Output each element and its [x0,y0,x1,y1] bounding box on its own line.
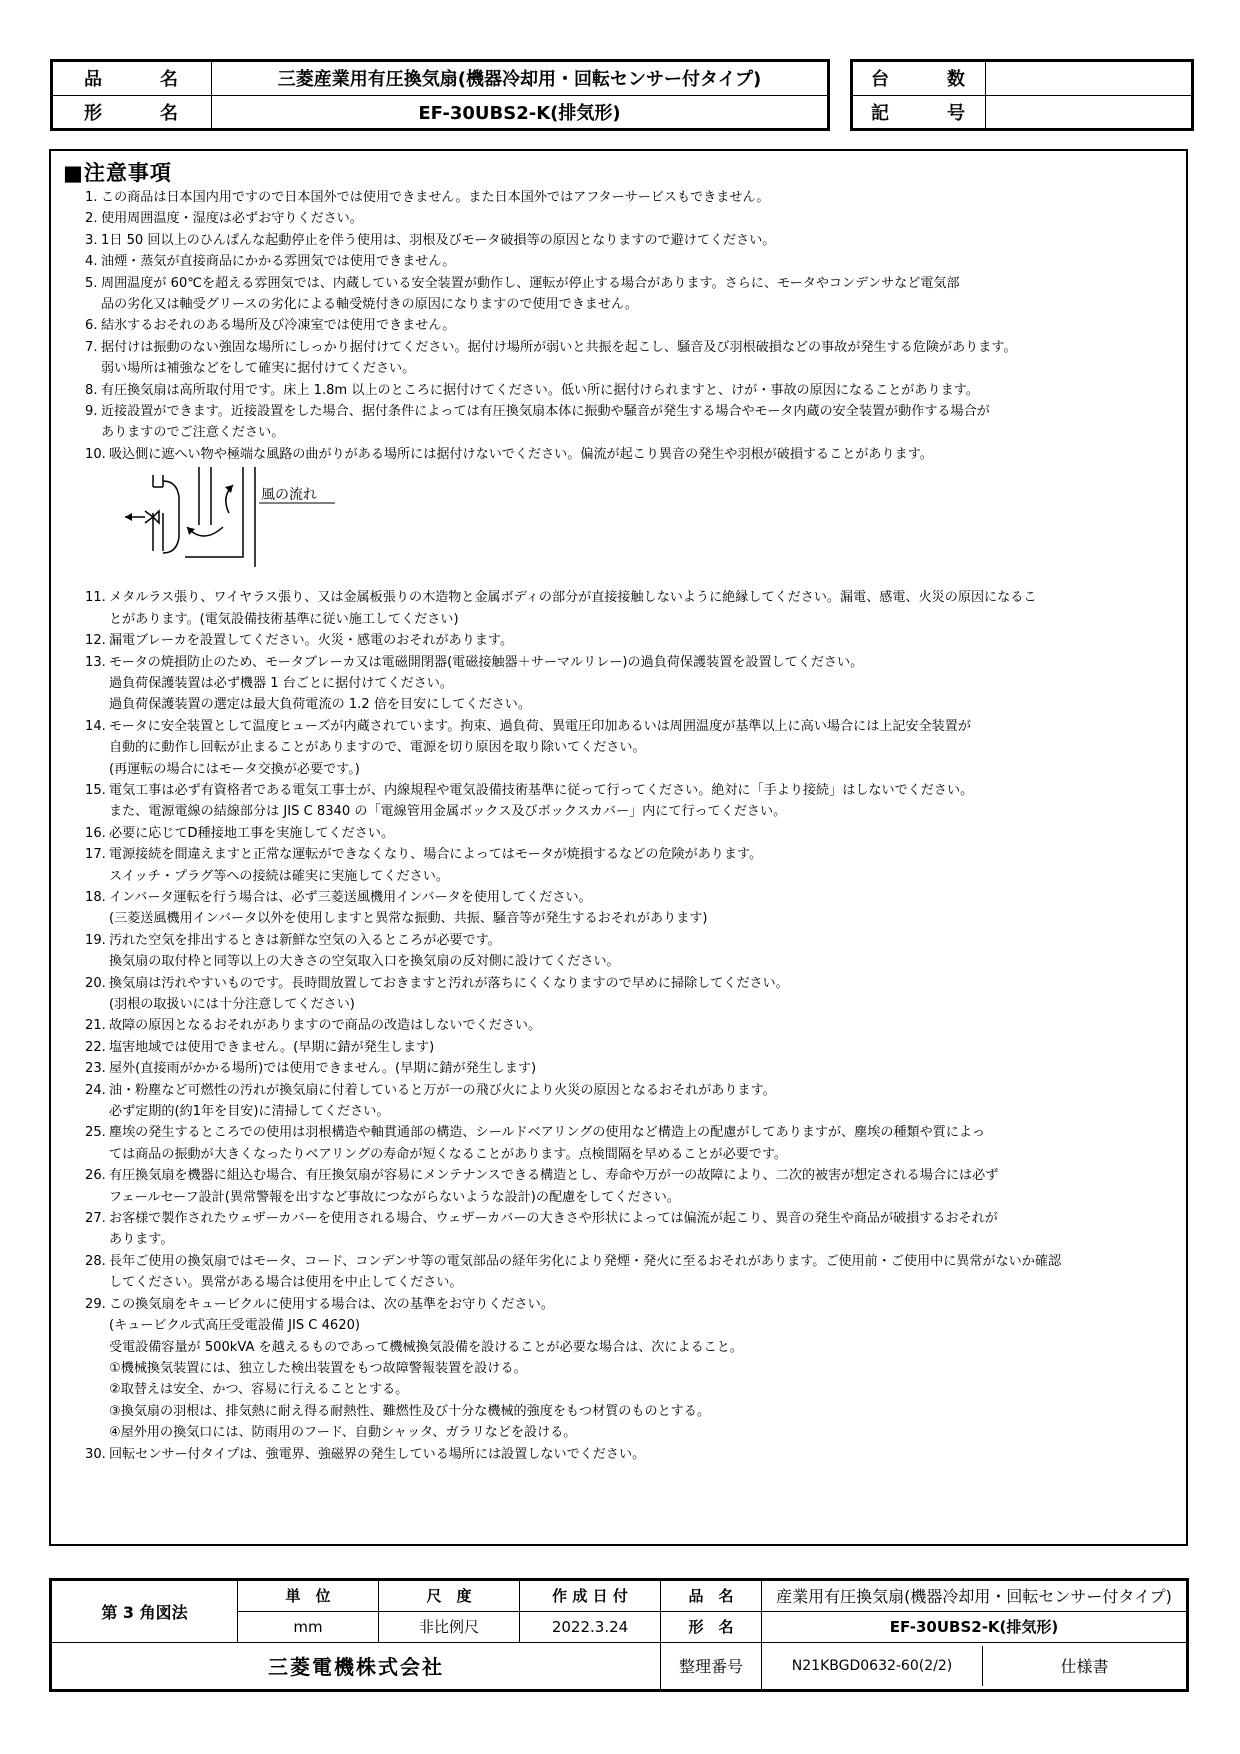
precaution-number: 3. [85,232,98,248]
precaution-number: 5. [85,275,98,291]
precaution-line: メタルラス張り、ワイヤラス張り、又は金属板張りの木造物と金属ボディの部分が直接接触しないように絶縁してください。漏電、感電、火災の原因になるこ [109,590,1037,606]
precaution-line: また、電源電線の結線部分は JIS C 8340 の「電線管用金属ボックス及びボックスカバー」内にて行ってください。 [109,804,787,820]
precaution-number: 25. [85,1125,106,1141]
precaution-item [85,780,1175,823]
precaution-line: 1日 50 回以上のひんぱんな起動停止を伴う使用は、羽根及びモータ破損等の原因となりますので避けてください。 [101,232,776,248]
precaution-item [85,444,1175,465]
precaution-item [85,337,1175,380]
precaution-line: (三菱送風機用インバータ以外を使用しますと異常な振動、共振、騒音等が発生するおそれがあります) [109,911,708,927]
precaution-number: 13. [85,654,106,670]
model-value-footer: EF-30UBS2-K(排気形) [762,1611,1187,1642]
precaution-number: 1. [85,190,98,205]
doc-number-value: N21KBGD0632-60(2/2) [762,1646,983,1686]
quantity-symbol-table [852,61,1192,129]
precaution-line: あります。 [109,1232,174,1248]
precaution-number: 6. [85,318,98,334]
precaution-number: 23. [85,1061,106,1077]
precaution-number: 16. [85,825,106,841]
precaution-line: (羽根の取扱いには十分注意してください) [109,997,355,1012]
precaution-line: 塩害地域では使用できません。(早期に錆が発生します) [109,1039,435,1055]
precaution-number: 20. [85,975,106,991]
precaution-line: 回転センサー付タイプは、強電界、強磁界の発生している場所には設置しないでください。 [109,1446,646,1462]
footer-table [51,1580,1187,1690]
title-block-header [50,59,1190,129]
model-label: 形 名 [53,95,212,129]
precaution-number: 2. [85,211,98,227]
precaution-item [85,251,1175,272]
precaution-line: 吸込側に遮へい物や極端な風路の曲がりがある場所には据付けないでください。偏流が起こり異音の発生や羽根が破損することがあります。 [109,446,933,462]
quantity-label: 台 数 [853,62,986,96]
product-info-box [50,59,830,131]
precaution-number: 26. [85,1168,106,1184]
doc-type: 仕様書 [1060,1657,1109,1677]
precaution-item [85,1251,1175,1294]
precautions-section [49,149,1188,1546]
precaution-item [85,315,1175,336]
precaution-line: インバータ運転を行う場合は、必ず三菱送風機用インバータを使用してください。 [109,889,592,905]
precaution-item [85,401,1175,444]
name-label: 品 名 [661,1581,762,1612]
precaution-line: この商品は日本国内用ですので日本国外では使用できません。また日本国外ではアフターサービスもできません。 [101,190,770,205]
precaution-line: スイッチ・プラグ等への接続は確実に実施してください。 [109,868,449,884]
precautions-title: ■注意事項 [63,161,172,185]
product-info-table [52,61,828,129]
precaution-line: とがあります。(電気設備技術基準に従い施工してください) [109,611,459,627]
date-label: 作 成 日 付 [520,1581,661,1612]
precaution-line: フェールセーフ設計(異常警報を出すなど事故につながらないような設計)の配慮をしてください。 [109,1189,680,1205]
precaution-item [85,973,1175,1016]
precaution-line: 品の劣化又は軸受グリースの劣化による軸受焼付きの原因になりますので使用できません。 [101,297,638,313]
precaution-line: してください。異常がある場合は使用を中止してください。 [109,1275,463,1291]
precaution-line: 周囲温度が 60℃を超える雰囲気では、内蔵している安全装置が動作し、運転が停止する場合があります。さらに、モータやコンデンサなど電気部 [101,275,960,291]
precaution-item [85,630,1175,651]
precaution-number: 29. [85,1296,106,1312]
precaution-number: 7. [85,339,98,355]
precaution-item [85,716,1175,780]
precaution-number: 24. [85,1082,106,1098]
precaution-number: 17. [85,847,106,863]
precaution-line: 換気扇の取付枠と同等以上の大きさの空気取入口を換気扇の反対側に設けてください。 [109,954,620,970]
precaution-number: 9. [85,404,98,420]
airflow-label: 風の流れ [261,487,317,504]
precaution-number: 27. [85,1211,106,1227]
precaution-line: 長年ご使用の換気扇ではモータ、コード、コンデンサ等の電気部品の経年劣化により発煙・発火に至るおそれがあります。ご使用前・ご使用中に異常がないか確認 [109,1253,1062,1269]
precaution-line: ①機械換気装置には、独立した検出装置をもつ故障警報装置を設ける。 [109,1360,527,1376]
projection-method: 第 3 角図法 [52,1581,238,1643]
precaution-number: 11. [85,590,106,606]
precaution-item [85,208,1175,229]
precaution-item [85,887,1175,930]
precaution-line: ありますのでご注意ください。 [101,425,285,441]
precaution-item [85,1294,1175,1444]
precaution-line: 必要に応じてD種接地工事を実施してください。 [109,825,395,841]
unit-label: 単 位 [238,1581,379,1612]
precaution-line: 塵埃の発生するところでの使用は羽根構造や軸貫通部の構造、シールドベアリングの使用など構造上の配慮がしてありますが、塵埃の種類や質によっ [109,1125,986,1141]
precautions-list [85,187,1175,1465]
precaution-line: ②取替えは安全、かつ、容易に行えることとする。 [109,1382,409,1398]
precaution-item [85,230,1175,251]
precaution-line: 故障の原因となるおそれがありますので商品の改造はしないでください。 [109,1018,542,1034]
precaution-item [85,823,1175,844]
symbol-value [986,95,1192,129]
title-block-footer [49,1578,1189,1692]
precaution-item [85,1208,1175,1251]
quantity-symbol-box [850,59,1194,131]
model-name: EF-30UBS2-K(排気形) [212,95,828,129]
precaution-item [85,1122,1175,1165]
precaution-line: 過負荷保護装置は必ず機器 1 台ごとに据付けてください。 [109,675,453,691]
precaution-line: 近接設置ができます。近接設置をした場合、据付条件によっては有圧換気扇本体に振動や騒音が発生する場合やモータ内蔵の安全装置が動作する場合が [101,404,990,420]
precaution-line: お客様で製作されたウェザーカバーを使用される場合、ウェザーカバーの大きさや形状によっては偏流が起こり、異音の発生や商品が破損するおそれが [109,1211,998,1227]
precaution-line: 電気工事は必ず有資格者である電気工事士が、内線規程や電気設備技術基準に従って行ってください。絶対に「手より接続」はしないでください。 [109,782,974,798]
precaution-line: ④屋外用の換気口には、防雨用のフード、自動シャッタ、ガラリなどを設ける。 [109,1425,577,1441]
precaution-line: 屋外(直接雨がかかる場所)では使用できません。(早期に錆が発生します) [109,1061,537,1077]
precaution-item [85,652,1175,716]
precaution-line: 汚れた空気を排出するときは新鮮な空気の入るところが必要です。 [109,932,501,948]
precaution-number: 12. [85,633,106,649]
name-value: 産業用有圧換気扇(機器冷却用・回転センサー付タイプ) [762,1581,1187,1612]
date-value: 2022.3.24 [520,1611,661,1642]
precaution-number: 15. [85,782,106,798]
precaution-line: モータに安全装置として温度ヒューズが内蔵されています。拘束、過負荷、異電圧印加あるいは周囲温度が基準以上に高い場合には上記安全装置が [109,718,971,734]
precaution-line: この換気扇をキュービクルに使用する場合は、次の基準をお守りください。 [109,1296,554,1312]
airflow-diagram-svg [125,467,385,585]
precaution-number: 8. [85,382,98,398]
precaution-line: 弱い場所は補強などをして確実に据付けてください。 [101,361,416,377]
scale-label: 尺 度 [379,1581,520,1612]
precaution-line: 自動的に動作し回転が止まることがありますので、電源を切り原因を取り除いてください。 [109,740,646,756]
precaution-item [85,1058,1175,1079]
precaution-item [85,1037,1175,1058]
precaution-item [85,1015,1175,1036]
precaution-item [85,273,1175,316]
precaution-line: 過負荷保護装置の選定は最大負荷電流の 1.2 倍を目安にしてください。 [109,697,531,713]
precaution-item [85,380,1175,401]
product-name: 三菱産業用有圧換気扇(機器冷却用・回転センサー付タイプ) [212,62,828,96]
precaution-line: ては商品の振動が大きくなったりベアリングの寿命が短くなることがあります。点検間隔を早めることが必要です。 [109,1146,787,1162]
precaution-item [85,587,1175,630]
precaution-number: 21. [85,1018,106,1034]
precaution-line: 電源接続を間違えますと正常な運転ができなくなり、場合によってはモータが焼損するなどの危険があります。 [109,847,763,863]
precaution-line: 受電設備容量が 500kVA を越えるものであって機械換気設備を設けることが必要な場合は、次によること。 [109,1339,743,1355]
company-name: 三菱電機株式会社 [52,1642,661,1689]
precaution-line: 有圧換気扇を機器に組込む場合、有圧換気扇が容易にメンテナンスできる構造とし、寿命や万が一の故障により、二次的被害が想定される場合には必ず [109,1168,999,1184]
precaution-line: モータの焼損防止のため、モータブレーカ又は電磁開閉器(電磁接触器＋サーマルリレー)の過負荷保護装置を設置してください。 [109,654,864,670]
scale-value: 非比例尺 [379,1611,520,1642]
precaution-number: 4. [85,254,98,270]
precaution-line: 換気扇は汚れやすいものです。長時間放置しておきますと汚れが落ちにくくなりますので早めに掃除してください。 [109,975,789,991]
precaution-line: 漏電ブレーカを設置してください。火災・感電のおそれがあります。 [109,633,514,649]
quantity-value [986,62,1192,96]
precaution-line: ③換気扇の羽根は、排気熱に耐え得る耐熱性、難燃性及び十分な機械的強度をもつ材質のものとする。 [109,1403,710,1419]
symbol-label: 記 号 [853,95,986,129]
precaution-item [85,1080,1175,1123]
precaution-line: 油煙・蒸気が直接商品にかかる雰囲気では使用できません。 [101,254,456,270]
unit-value: mm [238,1611,379,1642]
precaution-number: 30. [85,1446,106,1462]
precaution-line: 有圧換気扇は高所取付用です。床上 1.8m 以上のところに据付けてください。低い所に据付けられますと、けが・事故の原因になることがあります。 [101,382,979,398]
precaution-line: (キュービクル式高圧受電設備 JIS C 4620) [109,1318,361,1334]
precaution-number: 19. [85,932,106,948]
precaution-item [85,187,1175,208]
doc-number-label: 整理番号 [661,1642,762,1689]
precaution-number: 10. [85,446,106,462]
precaution-number: 14. [85,718,106,734]
precaution-number: 18. [85,889,106,905]
precaution-line: 油・粉塵など可燃性の汚れが換気扇に付着していると万が一の飛び火により火災の原因となるおそれがあります。 [109,1082,776,1098]
precaution-line: 結氷するおそれのある場所及び冷凍室では使用できません。 [101,318,456,334]
precaution-line: 必ず定期的(約1年を目安)に清掃してください。 [109,1104,390,1120]
airflow-diagram [85,465,1175,587]
doc-number-cell [762,1642,1187,1689]
product-name-label: 品 名 [53,62,212,96]
precaution-item [85,1165,1175,1208]
model-label-footer: 形 名 [661,1611,762,1642]
precaution-line: 据付けは振動のない強固な場所にしっかり据付けてください。据付け場所が弱いと共振を起こし、騒音及び羽根破損などの事故が発生する危険があります。 [101,339,1017,355]
precaution-line: 使用周囲温度・湿度は必ずお守りください。 [101,211,363,227]
precaution-number: 22. [85,1039,106,1055]
precaution-item [85,844,1175,887]
precaution-line: (再運転の場合にはモータ交換が必要です。) [109,761,360,777]
precaution-item [85,930,1175,973]
precaution-number: 28. [85,1253,106,1269]
precaution-item [85,1444,1175,1465]
